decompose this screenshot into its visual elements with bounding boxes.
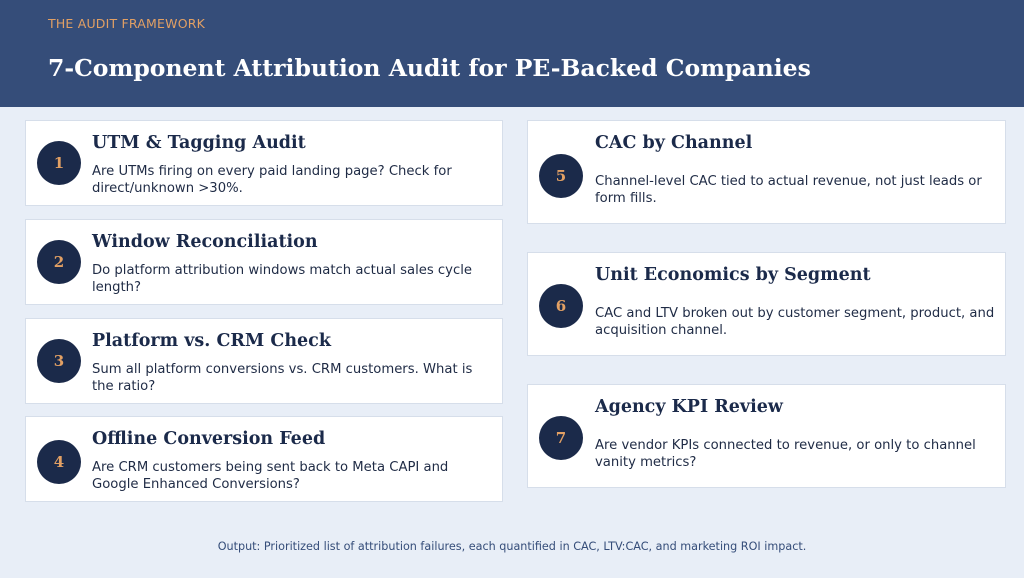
header-banner (0, 0, 1024, 107)
component-description: Are UTMs firing on every paid landing page? Check for direct/unknown >30%. (92, 164, 452, 196)
component-card-7 (527, 384, 1006, 488)
number-badge: 3 (37, 339, 81, 383)
component-description: Do platform attribution windows match actual sales cycle length? (92, 263, 472, 295)
component-title: UTM & Tagging Audit (92, 133, 306, 153)
component-title: Offline Conversion Feed (92, 429, 326, 449)
component-description: Are CRM customers being sent back to Meta CAPI and Google Enhanced Conversions? (92, 460, 449, 492)
page-title: 7-Component Attribution Audit for PE-Backed Companies (48, 54, 811, 82)
component-description: CAC and LTV broken out by customer segment, product, and acquisition channel. (595, 306, 995, 338)
component-title: Platform vs. CRM Check (92, 331, 331, 351)
component-title: Unit Economics by Segment (595, 265, 871, 285)
component-title: Window Reconciliation (92, 232, 318, 252)
component-card-3 (25, 318, 503, 404)
number-badge: 1 (37, 141, 81, 185)
output-footnote: Output: Prioritized list of attribution failures, each quantified in CAC, LTV:CAC, and marketing ROI impact. (217, 540, 807, 553)
number-badge: 5 (539, 154, 583, 198)
number-badge: 6 (539, 284, 583, 328)
number-badge: 2 (37, 240, 81, 284)
number-badge: 4 (37, 440, 81, 484)
component-description: Sum all platform conversions vs. CRM customers. What is the ratio? (92, 362, 473, 394)
component-card-6 (527, 252, 1006, 356)
component-card-5 (527, 120, 1006, 224)
number-badge: 7 (539, 416, 583, 460)
component-card-4 (25, 416, 503, 502)
section-eyebrow: THE AUDIT FRAMEWORK (48, 16, 206, 31)
component-description: Are vendor KPIs connected to revenue, or only to channel vanity metrics? (595, 438, 976, 470)
component-title: CAC by Channel (595, 133, 753, 153)
component-description: Channel-level CAC tied to actual revenue, not just leads or form fills. (595, 174, 982, 206)
component-title: Agency KPI Review (595, 397, 783, 417)
component-card-1 (25, 120, 503, 206)
component-card-2 (25, 219, 503, 305)
